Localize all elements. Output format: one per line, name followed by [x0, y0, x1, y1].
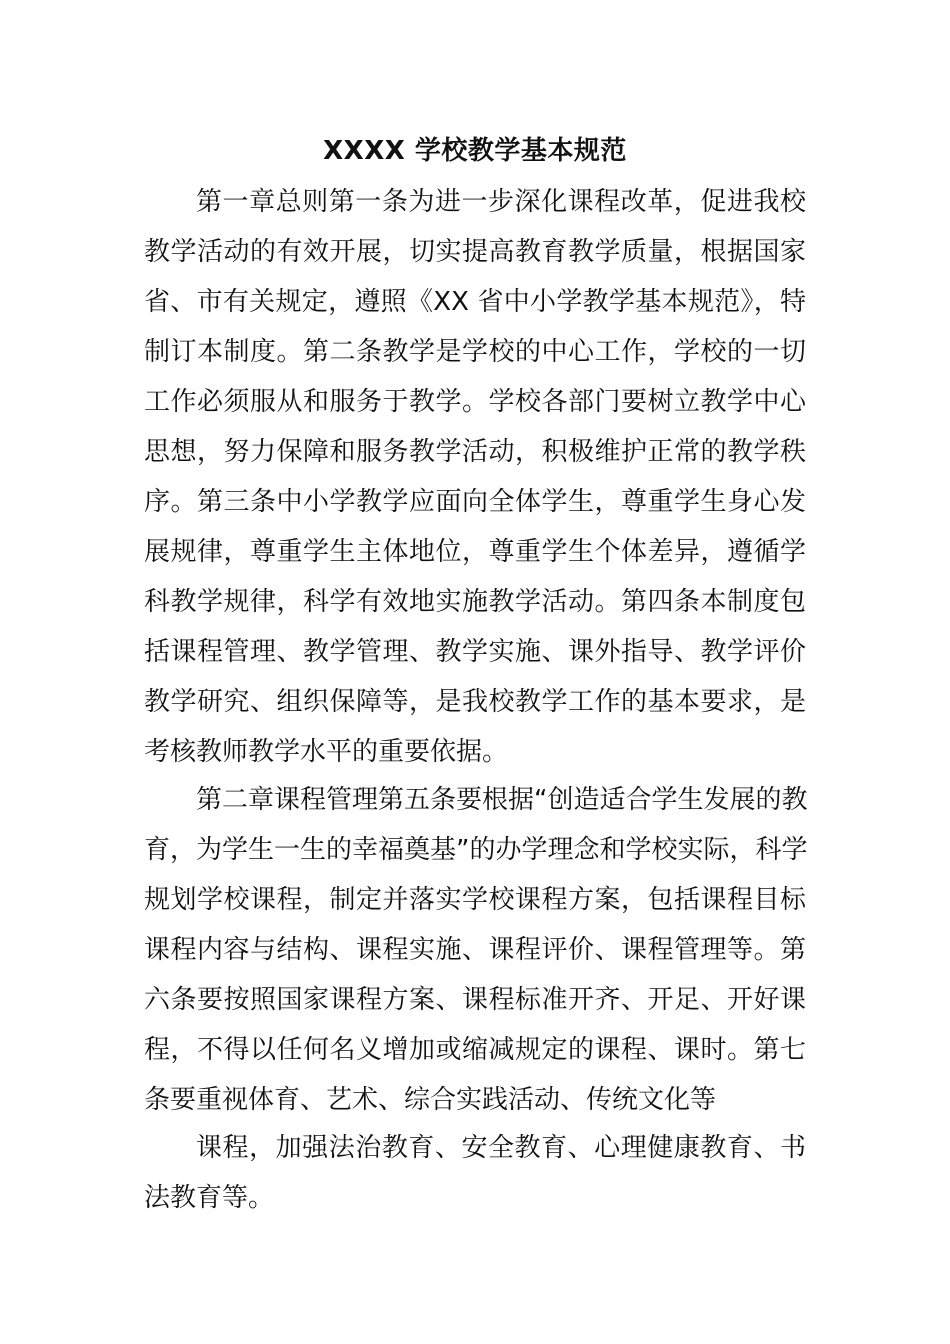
- paragraph-line: 省、市有关规定，遵照《XX 省中小学教学基本规范》，特: [144, 287, 806, 317]
- paragraph-line: 制订本制度。第二条教学是学校的中心工作，学校的一切: [144, 337, 806, 367]
- paragraph-line: 第一章总则第一条为进一步深化课程改革，促进我校: [196, 187, 806, 217]
- paragraph-line: 思想，努力保障和服务教学活动，积极维护正常的教学秩: [144, 437, 806, 467]
- paragraph-line: 程，不得以任何名义增加或缩减规定的课程、课时。第七: [144, 1035, 806, 1065]
- paragraph-line: 序。第三条中小学教学应面向全体学生，尊重学生身心发: [144, 487, 806, 517]
- paragraph-line: 教学活动的有效开展，切实提高教育教学质量，根据国家: [144, 237, 806, 267]
- paragraph-line: 展规律，尊重学生主体地位，尊重学生个体差异，遵循学: [144, 537, 806, 567]
- document-title: XXXX 学校教学基本规范: [323, 136, 627, 166]
- paragraph-line: 课程内容与结构、课程实施、课程评价、课程管理等。第: [144, 935, 806, 965]
- paragraph-line: 工作必须服从和服务于教学。学校各部门要树立教学中心: [144, 387, 806, 417]
- paragraph-line: 条要重视体育、艺术、综合实践活动、传统文化等: [144, 1085, 717, 1115]
- paragraph-line: 教学研究、组织保障等，是我校教学工作的基本要求，是: [144, 687, 806, 717]
- paragraph-line: 六条要按照国家课程方案、课程标准开齐、开足、开好课: [144, 985, 806, 1015]
- paragraph-line: 法教育等。: [144, 1183, 275, 1213]
- paragraph-line: 课程，加强法治教育、安全教育、心理健康教育、书: [196, 1133, 806, 1163]
- paragraph-line: 育，为学生一生的幸福奠基”的办学理念和学校实际，科学: [144, 835, 808, 865]
- paragraph-line: 科教学规律，科学有效地实施教学活动。第四条本制度包: [144, 587, 806, 617]
- paragraph-line: 考核教师教学水平的重要依据。: [144, 737, 509, 767]
- paragraph-line: 第二章课程管理第五条要根据“创造适合学生发展的教: [196, 785, 808, 815]
- paragraph-line: 规划学校课程，制定并落实学校课程方案，包括课程目标: [144, 885, 806, 915]
- paragraph-line: 括课程管理、教学管理、教学实施、课外指导、教学评价: [144, 637, 806, 667]
